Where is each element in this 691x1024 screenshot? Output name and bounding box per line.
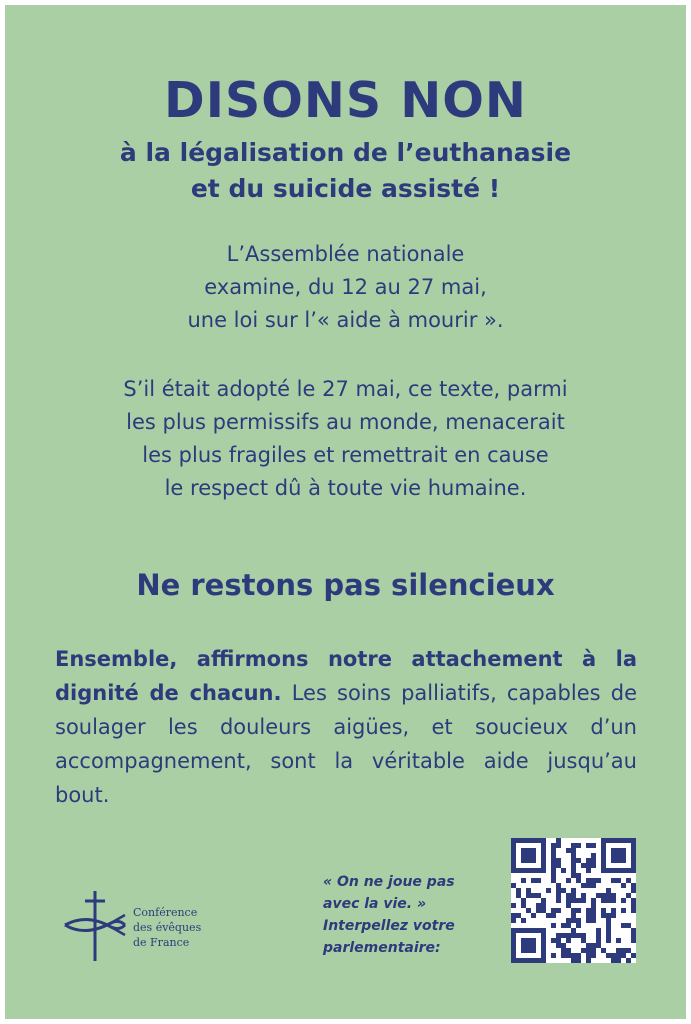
- logo-line-3: de France: [133, 936, 190, 949]
- quote-line-3: Interpellez votre: [323, 918, 455, 934]
- intro-line-1: L’Assemblée nationale: [226, 242, 465, 266]
- quote-line-1: « On ne joue pas: [323, 874, 455, 890]
- cef-logo: [55, 885, 235, 965]
- headline: DISONS NON: [164, 72, 527, 129]
- intro-line-3: une loi sur l’« aide à mourir ».: [187, 308, 504, 332]
- body-rest: Les soins palliatifs, capables de soulager les douleurs aigües, et soucieux d’un accompagnement, sont la véritable aide jusqu’au bout.: [55, 681, 637, 807]
- cross-fish-emblem-icon: [55, 885, 135, 965]
- intro-line-2: examine, du 12 au 27 mai,: [204, 275, 487, 299]
- qr-code[interactable]: [511, 838, 636, 963]
- subheadline: [5, 135, 686, 207]
- intro-paragraph: [5, 238, 686, 337]
- logo-text: [133, 905, 243, 950]
- body-emphasis: Ensemble, affirmons notre attachement à la dignité de chacun.: [55, 647, 637, 705]
- warning-paragraph: [5, 373, 686, 505]
- poster: [5, 5, 686, 1019]
- subheadline-line-2: et du suicide assisté !: [190, 174, 501, 203]
- qr-code-icon: [511, 838, 636, 963]
- call-to-action-quote: [323, 871, 503, 959]
- body-paragraph: [55, 642, 637, 812]
- subheadline-line-1: à la légalisation de l’euthanasie: [119, 138, 572, 167]
- logo-line-1: Conférence: [133, 906, 198, 919]
- warning-line-1: S’il était adopté le 27 mai, ce texte, parmi: [123, 377, 568, 401]
- warning-line-2: les plus permissifs au monde, menacerait: [126, 410, 565, 434]
- quote-line-2: avec la vie. »: [323, 896, 427, 912]
- section-title: Ne restons pas silencieux: [136, 568, 555, 602]
- logo-line-2: des évêques: [133, 921, 202, 934]
- warning-line-4: le respect dû à toute vie humaine.: [164, 476, 527, 500]
- quote-line-4: parlementaire:: [323, 940, 441, 956]
- warning-line-3: les plus fragiles et remettrait en cause: [142, 443, 549, 467]
